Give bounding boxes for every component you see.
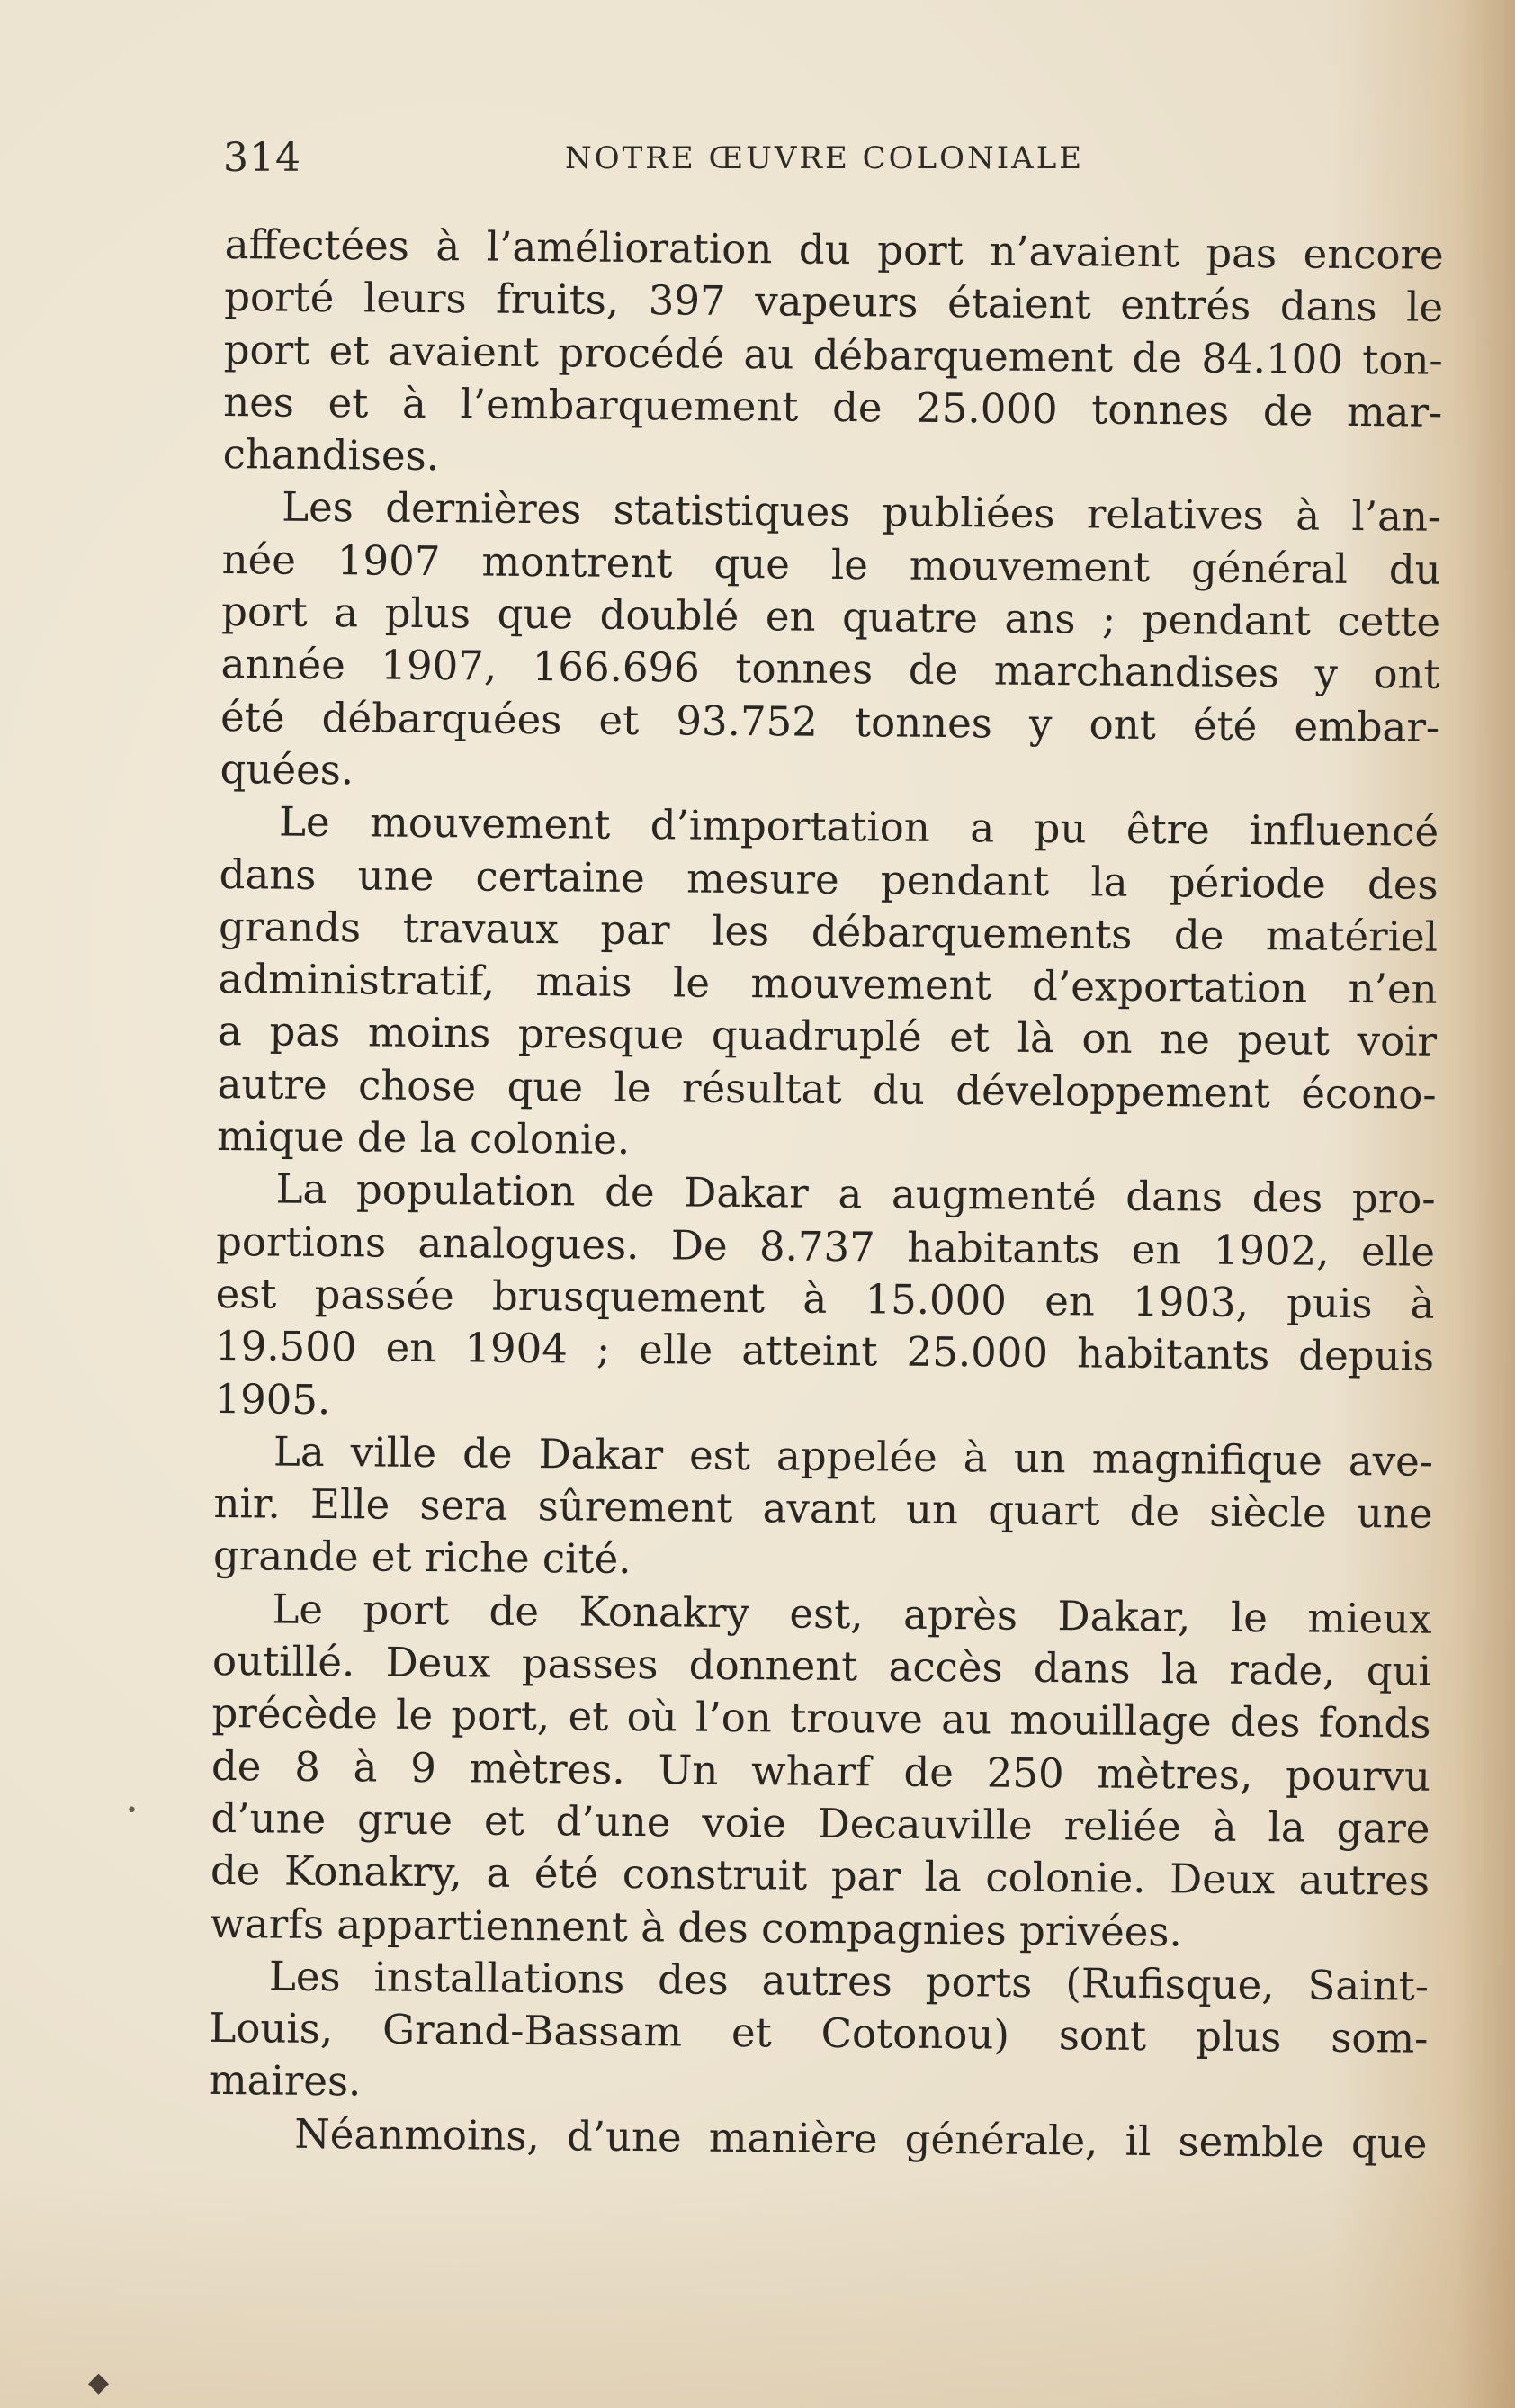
text-line: de 8 à 9 mètres. Un wharf de 250 mètres, pourvu	[211, 1741, 1431, 1801]
book-title: NOTRE ŒUVRE COLONIALE	[565, 140, 1085, 176]
paragraph-start-line: La population de Dakar a augmenté dans des pro-	[275, 1164, 1436, 1224]
paragraph-start-line: Le port de Konakry est, après Dakar, le mieux	[272, 1585, 1432, 1643]
running-head	[223, 135, 1123, 180]
paragraph-start-line: Le mouvement d’importation a pu être influencé	[278, 797, 1439, 857]
text-line: Louis, Grand-Bassam et Cotonou) sont plus som-	[209, 2004, 1429, 2062]
text-line: nir. Elle sera sûrement avant un quart de siècle une	[213, 1479, 1433, 1538]
text-line: dans une certaine mesure pendant la période des	[219, 849, 1439, 909]
text-line: née 1907 montrent que le mouvement général du	[221, 535, 1441, 594]
page-number: 314	[223, 135, 301, 181]
paragraph-start-line: Néanmoins, d’une manière générale, il semble que	[294, 2109, 1428, 2168]
text-line: outillé. Deux passes donnent accès dans la rade, qui	[211, 1636, 1432, 1695]
body-text	[208, 219, 1444, 2170]
text-line: portions analogues. De 8.737 habitants en 1902, elle	[215, 1217, 1436, 1276]
text-line: année 1907, 166.696 tonnes de marchandises y ont	[220, 640, 1440, 699]
text-line: d’une grue et d’une voie Decauville reliée à la gare	[211, 1793, 1430, 1853]
paragraph-start-line: Les installations des autres ports (Rufisque, Saint-	[268, 1952, 1430, 2010]
text-line: maires.	[208, 2056, 362, 2106]
text-line: grands travaux par les débarquements de matériel	[218, 902, 1439, 961]
text-line: porté leurs fruits, 397 vapeurs étaient entrés dans le	[224, 273, 1444, 332]
text-line: nes et à l’embarquement de 25.000 tonnes de mar-	[222, 377, 1443, 436]
paragraph-start-line: La ville de Dakar est appelée à un magnifique ave-	[273, 1427, 1434, 1486]
text-line: été débarquées et 93.752 tonnes y ont été embar-	[220, 692, 1440, 751]
text-line: chandises.	[222, 430, 440, 481]
text-line: 19.500 en 1904 ; elle atteint 25.000 habitants depuis	[214, 1322, 1435, 1381]
ink-blot: ◆	[88, 2367, 110, 2398]
text-line: autre chose que le résultat du développement écono-	[217, 1059, 1437, 1119]
text-line: grande et riche cité.	[212, 1532, 632, 1584]
text-line: précède le port, et où l’on trouve au mouillage des fonds	[211, 1689, 1431, 1748]
text-line: quées.	[220, 744, 354, 795]
text-line: mique de la colonie.	[216, 1112, 631, 1164]
text-line: 1905.	[214, 1374, 331, 1424]
text-line: port et avaient procédé au débarquement de 84.100 ton-	[223, 325, 1443, 384]
text-line: affectées à l’amélioration du port n’avaient pas encore	[224, 220, 1444, 279]
text-line: est passée brusquement à 15.000 en 1903, puis à	[215, 1269, 1435, 1328]
text-line: port a plus que doublé en quatre ans ; pendant cette	[220, 588, 1441, 646]
text-line: warfs appartiennent à des compagnies privées.	[210, 1899, 1183, 1955]
text-line: administratif, mais le mouvement d’exportation n’en	[218, 955, 1438, 1013]
text-line: a pas moins presque quadruplé et là on ne peut voir	[217, 1007, 1438, 1066]
text-line: de Konakry, a été construit par la colonie. Deux autres	[210, 1846, 1430, 1905]
margin-speck: •	[126, 1800, 138, 1822]
paragraph-start-line: Les dernières statistiques publiées relatives à l’an-	[281, 483, 1442, 542]
